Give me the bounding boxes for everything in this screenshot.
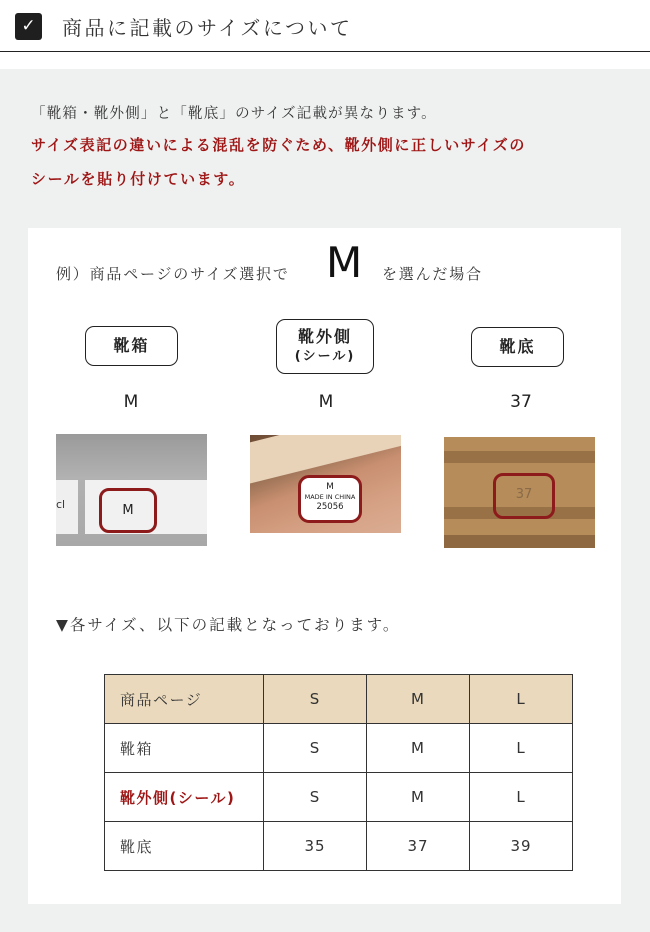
- table-header-cell: L: [470, 675, 573, 724]
- label-shoe-outside: [276, 319, 374, 374]
- intro-warning-line1: サイズ表記の違いによる混乱を防ぐため、靴外側に正しいサイズの: [31, 136, 527, 154]
- table-cell: L: [470, 773, 573, 822]
- example-size: M: [326, 238, 363, 287]
- table-header-cell: 商品ページ: [105, 675, 264, 724]
- table-cell: L: [470, 724, 573, 773]
- sole-groove-1: [444, 451, 595, 463]
- table-header-cell: M: [367, 675, 470, 724]
- sole-size: 37: [510, 392, 532, 412]
- table-header-cell: S: [264, 675, 367, 724]
- label-sticker-text: (シール): [294, 349, 356, 364]
- box-size-text: M: [122, 503, 134, 518]
- table-row-label: 靴外側(シール): [105, 773, 264, 822]
- shoe-bottom-bg: [250, 533, 401, 547]
- page-title: 商品に記載のサイズについて: [62, 16, 353, 40]
- table-cell: M: [367, 724, 470, 773]
- label-shoebox-text: 靴箱: [113, 336, 150, 355]
- shoebox-size: M: [123, 392, 139, 412]
- sticker-size: M: [326, 482, 334, 492]
- table-row-label: 靴箱: [105, 724, 264, 773]
- table-row: [105, 773, 573, 822]
- box-size-highlight: [99, 488, 157, 533]
- sticker-code: 25056: [316, 502, 344, 512]
- shoe-outside-size: M: [318, 392, 334, 412]
- example-suffix: を選んだ場合: [382, 265, 483, 283]
- shoe-sticker-photo: [250, 435, 401, 547]
- size-table: [104, 674, 573, 871]
- box-label-partial-text: cl: [56, 498, 66, 511]
- table-cell: M: [367, 773, 470, 822]
- table-row-label: 靴底: [105, 822, 264, 871]
- sticker-origin: MADE IN CHINA: [304, 493, 356, 501]
- box-shadow-area: [56, 434, 207, 479]
- box-label-left: [56, 480, 78, 534]
- label-sole-text: 靴底: [499, 337, 536, 356]
- table-row: [105, 724, 573, 773]
- table-cell: S: [264, 724, 367, 773]
- intro-text: 「靴箱・靴外側」と「靴底」のサイズ記載が異なります。: [31, 106, 437, 122]
- size-note: ▼各サイズ、以下の記載となっております。: [56, 616, 401, 634]
- sole-size-highlight: [493, 473, 555, 519]
- sole-photo: [444, 437, 595, 548]
- page-header: [0, 0, 650, 52]
- sole-groove-3: [444, 535, 595, 548]
- label-shoebox: [85, 326, 178, 366]
- table-cell: 37: [367, 822, 470, 871]
- table-cell: 35: [264, 822, 367, 871]
- table-header-row: [105, 675, 573, 724]
- checkmark-icon: ✓: [15, 13, 42, 40]
- label-shoe-outside-text: 靴外側: [297, 327, 352, 346]
- label-sole: [471, 327, 564, 367]
- table-cell: S: [264, 773, 367, 822]
- example-prefix: 例）商品ページのサイズ選択で: [56, 265, 290, 283]
- shoebox-photo: [56, 434, 207, 546]
- table-row: [105, 822, 573, 871]
- intro-warning-line2: シールを貼り付けています。: [31, 170, 246, 188]
- sole-size-text: 37: [515, 487, 533, 502]
- table-cell: 39: [470, 822, 573, 871]
- sticker-highlight: [298, 475, 362, 523]
